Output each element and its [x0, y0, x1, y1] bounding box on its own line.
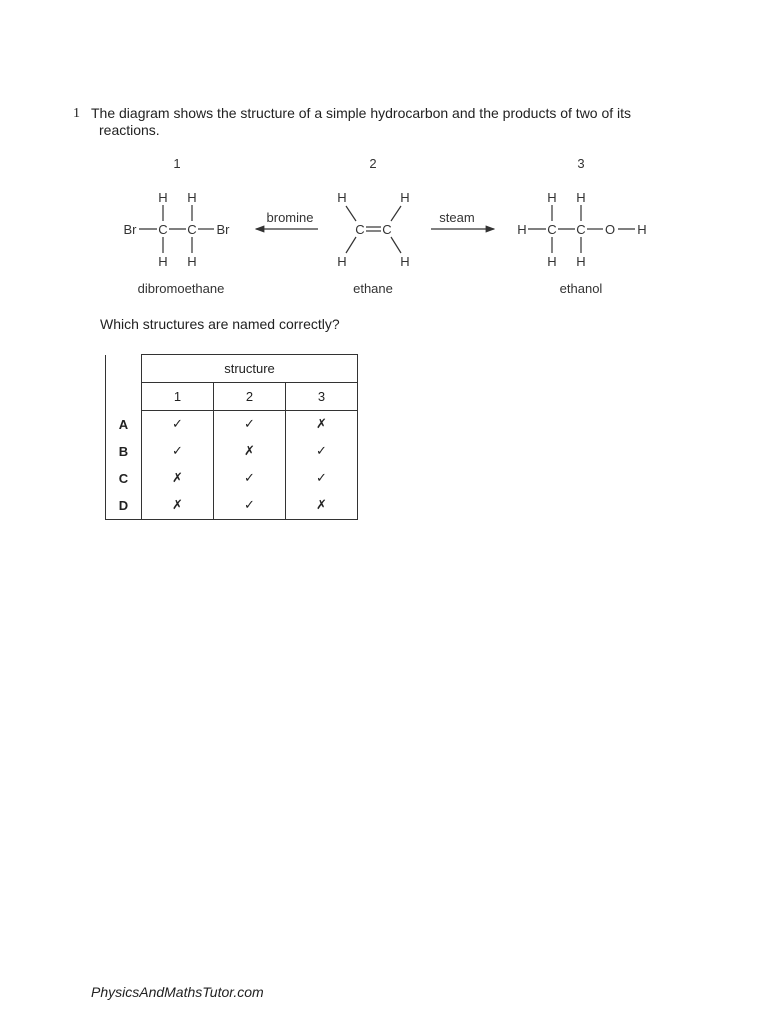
atom-h: H: [637, 222, 647, 237]
column-header: 1: [142, 383, 214, 411]
column-header: 2: [214, 383, 286, 411]
mark-cell: ✓: [214, 465, 286, 492]
atom-c2: C: [187, 222, 197, 237]
atom-h: H: [517, 222, 527, 237]
atom-o: O: [604, 222, 616, 237]
atom-c1: C: [547, 222, 557, 237]
atom-br-right: Br: [216, 222, 230, 237]
row-label: C: [106, 465, 142, 492]
row-label: D: [106, 492, 142, 520]
table-group-header: structure: [142, 355, 358, 383]
mark-cell: ✓: [214, 411, 286, 439]
table-column-row: [106, 383, 358, 411]
mark-cell: ✓: [286, 465, 358, 492]
bond: [346, 206, 356, 221]
atom-h: H: [576, 254, 586, 269]
dibromoethane-structure: [124, 190, 231, 269]
mark-cell: ✗: [286, 492, 358, 520]
structure-number-2: 2: [369, 156, 377, 171]
atom-h: H: [337, 254, 347, 269]
atom-h: H: [400, 254, 410, 269]
atom-h: H: [158, 254, 168, 269]
structure-number-1: 1: [173, 156, 181, 171]
row-label: B: [106, 438, 142, 465]
mark-cell: ✗: [214, 438, 286, 465]
answer-table: [105, 354, 358, 520]
mark-cell: ✗: [142, 492, 214, 520]
question-number: 1: [73, 106, 80, 121]
atom-h: H: [400, 190, 410, 205]
mark-cell: ✓: [142, 438, 214, 465]
table-row: [106, 465, 358, 492]
table-row: [106, 411, 358, 439]
table-row: [106, 438, 358, 465]
table-header-row: [106, 355, 358, 383]
name-ethane: ethane: [353, 281, 393, 296]
table-row: [106, 492, 358, 520]
mark-cell: ✗: [142, 465, 214, 492]
atom-h: H: [158, 190, 168, 205]
ethane-structure: [337, 190, 409, 269]
reagent-bromine: bromine: [266, 210, 314, 225]
bond: [346, 237, 356, 253]
mark-cell: ✓: [214, 492, 286, 520]
mark-cell: ✓: [286, 438, 358, 465]
atom-c2: C: [382, 222, 392, 237]
column-header: 3: [286, 383, 358, 411]
question-text-line1: The diagram shows the structure of a simple hydrocarbon and the products of two of its: [91, 105, 632, 121]
footer-source: PhysicsAndMathsTutor.com: [91, 984, 264, 1000]
bond: [391, 206, 401, 221]
question-prompt: Which structures are named correctly?: [100, 316, 340, 332]
bond: [391, 237, 401, 253]
table-corner: [106, 355, 142, 411]
atom-c1: C: [355, 222, 365, 237]
atom-h: H: [187, 254, 197, 269]
atom-c2: C: [576, 222, 586, 237]
row-label: A: [106, 411, 142, 439]
atom-h: H: [547, 190, 557, 205]
reagent-steam: steam: [439, 210, 475, 225]
atom-h: H: [576, 190, 586, 205]
name-dibromoethane: dibromoethane: [137, 281, 225, 296]
name-ethanol: ethanol: [559, 281, 603, 296]
mark-cell: ✗: [286, 411, 358, 439]
atom-h: H: [547, 254, 557, 269]
question-text-line2: reactions.: [99, 122, 160, 138]
ethanol-structure: [517, 190, 646, 269]
structure-number-3: 3: [577, 156, 585, 171]
atom-h: H: [337, 190, 347, 205]
reaction-diagram: [0, 0, 768, 320]
mark-cell: ✓: [142, 411, 214, 439]
atom-h: H: [187, 190, 197, 205]
atom-c1: C: [158, 222, 168, 237]
atom-br-left: Br: [123, 222, 137, 237]
